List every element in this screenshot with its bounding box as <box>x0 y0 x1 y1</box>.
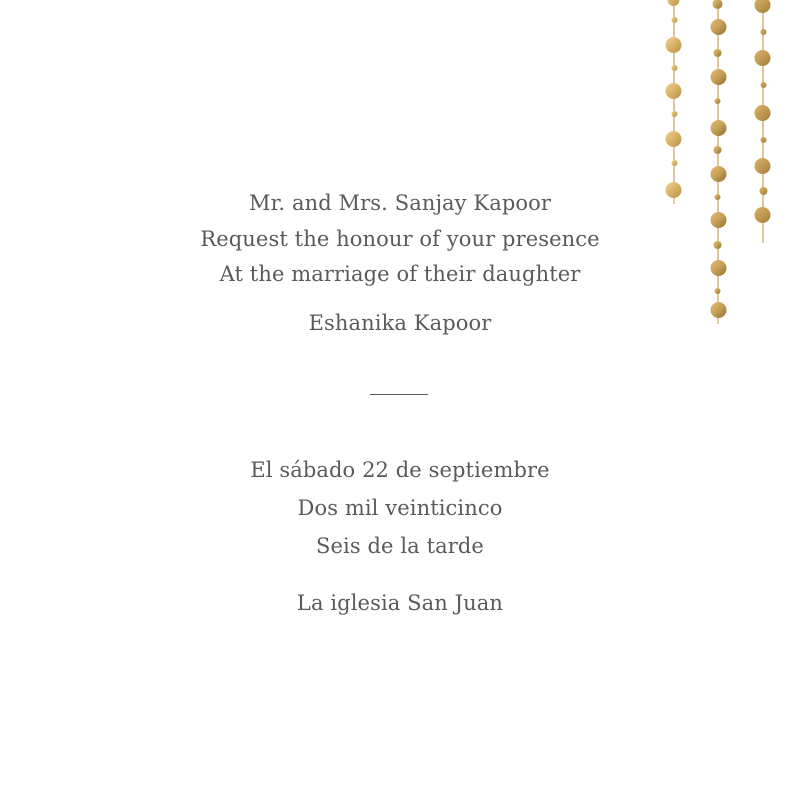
gold-bead <box>755 105 771 121</box>
gold-bead <box>711 69 727 85</box>
gold-bead <box>714 146 722 154</box>
gold-bead <box>755 0 771 13</box>
hosts-line: Mr. and Mrs. Sanjay Kapoor <box>249 191 551 215</box>
gold-bead <box>666 83 682 99</box>
gold-bead <box>711 19 727 35</box>
request-line: Request the honour of your presence <box>200 227 600 251</box>
gold-bead <box>761 137 767 143</box>
gold-bead <box>713 0 723 9</box>
gold-bead <box>672 17 678 23</box>
gold-bead <box>672 65 678 71</box>
gold-bead <box>755 158 771 174</box>
gold-bead <box>672 111 678 117</box>
gold-bead <box>715 98 721 104</box>
gold-bead <box>755 50 771 66</box>
year-line: Dos mil veinticinco <box>297 496 503 520</box>
gold-bead <box>666 131 682 147</box>
gold-bead <box>715 288 721 294</box>
gold-bead <box>711 166 727 182</box>
time-line: Seis de la tarde <box>316 534 484 558</box>
gold-bead <box>668 0 680 6</box>
divider-line <box>370 394 428 395</box>
gold-bead <box>761 82 767 88</box>
gold-bead <box>672 160 678 166</box>
bead-strand-left <box>666 0 682 204</box>
venue-line: La iglesia San Juan <box>296 591 504 615</box>
date-line: El sábado 22 de septiembre <box>250 458 550 482</box>
bride-name: Eshanika Kapoor <box>308 311 492 335</box>
occasion-line: At the marriage of their daughter <box>219 262 581 286</box>
gold-bead <box>666 37 682 53</box>
gold-bead <box>761 29 767 35</box>
gold-bead <box>711 120 727 136</box>
gold-bead <box>714 49 722 57</box>
